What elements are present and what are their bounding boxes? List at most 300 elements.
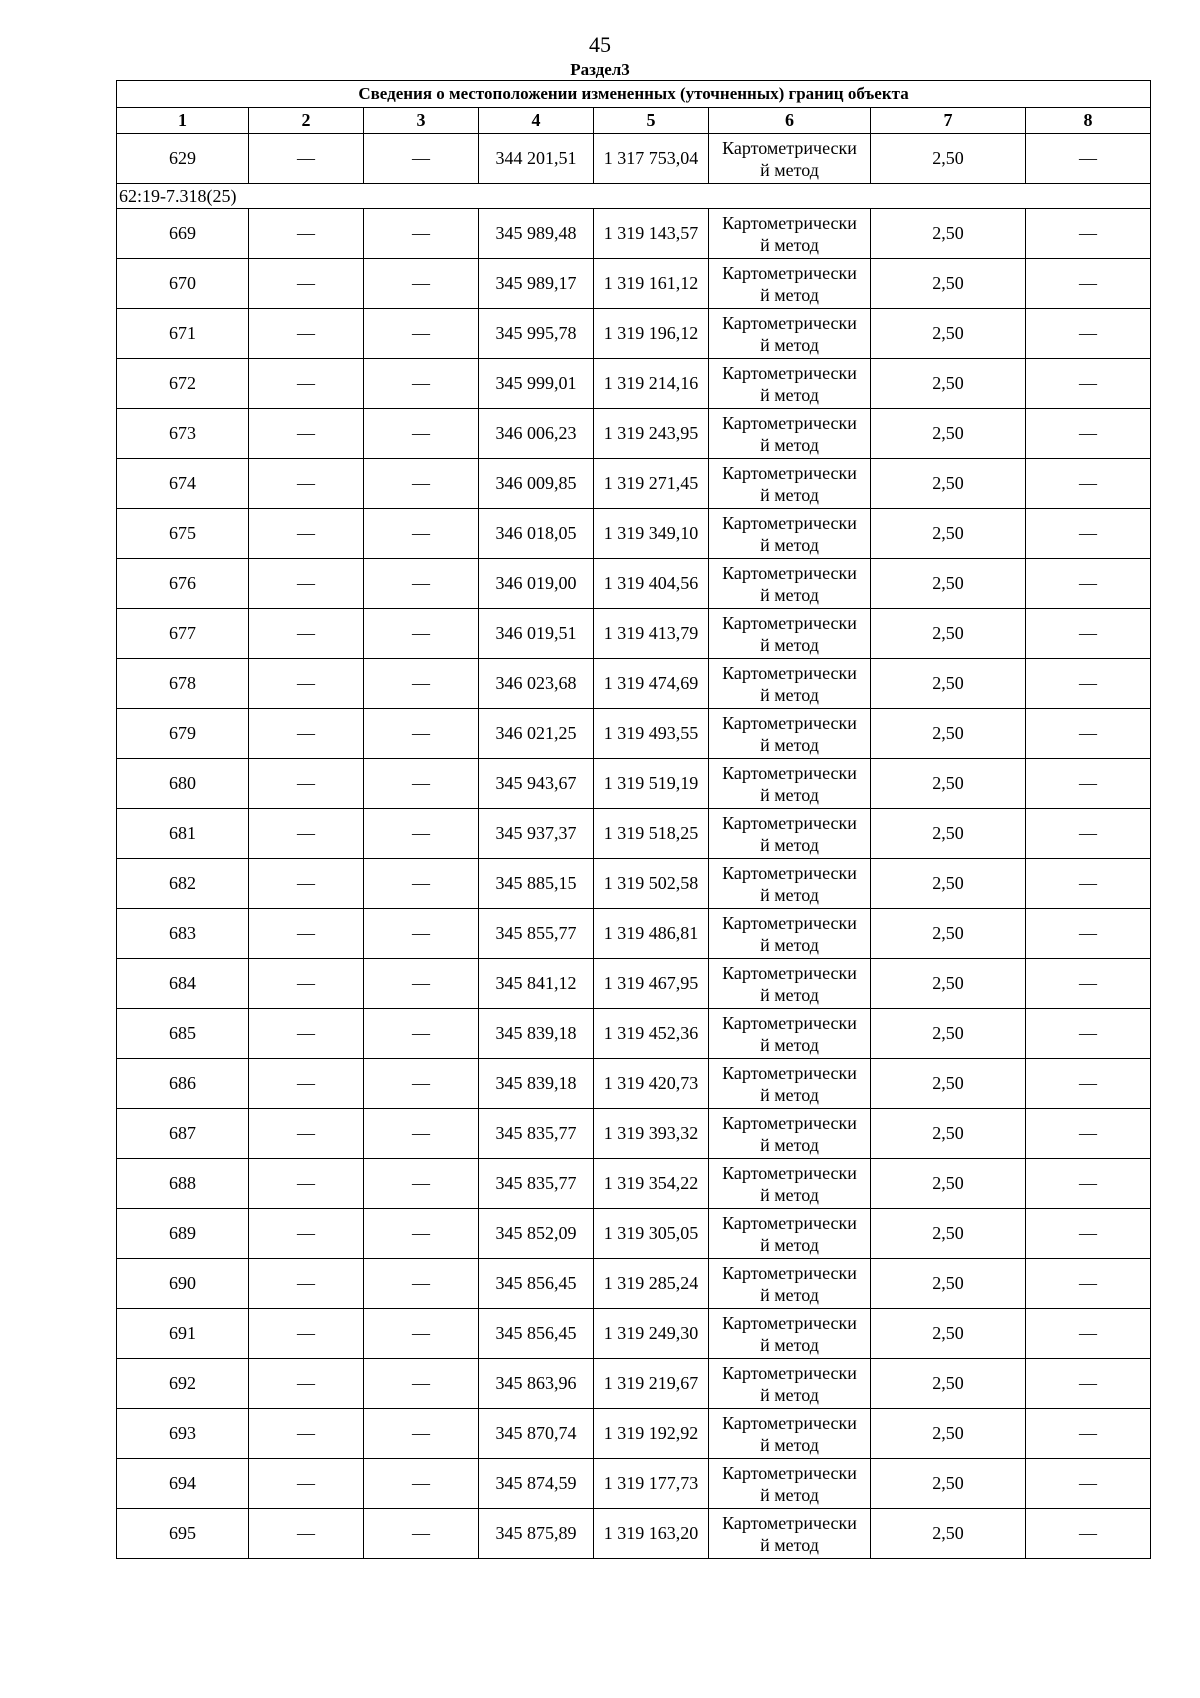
method-text-line-1: Картометрически: [722, 312, 857, 333]
method-text-line-1: Картометрически: [722, 412, 857, 433]
column-8-cell: —: [1026, 1109, 1151, 1159]
point-number-cell: 693: [117, 1409, 249, 1459]
y-coordinate-cell: 1 319 243,95: [594, 409, 709, 459]
point-number-cell: 692: [117, 1359, 249, 1409]
column-2-cell: —: [249, 1509, 364, 1559]
column-3-cell: —: [364, 359, 479, 409]
column-2-cell: —: [249, 1309, 364, 1359]
method-text-line-2: й метод: [760, 1234, 819, 1255]
y-coordinate-cell: 1 319 143,57: [594, 209, 709, 259]
point-number-cell: 674: [117, 459, 249, 509]
method-text-line-2: й метод: [760, 1134, 819, 1155]
column-header: 8: [1026, 108, 1151, 134]
column-3-cell: —: [364, 1209, 479, 1259]
point-number-cell: 672: [117, 359, 249, 409]
x-coordinate-cell: 345 874,59: [479, 1459, 594, 1509]
column-2-cell: —: [249, 559, 364, 609]
method-text-line-1: Картометрически: [722, 1512, 857, 1533]
accuracy-cell: 2,50: [871, 1209, 1026, 1259]
method-text-line-1: Картометрически: [722, 212, 857, 233]
column-2-cell: —: [249, 134, 364, 184]
y-coordinate-cell: 1 319 349,10: [594, 509, 709, 559]
point-number-cell: 677: [117, 609, 249, 659]
method-text-line-1: Картометрически: [722, 362, 857, 383]
y-coordinate-cell: 1 319 467,95: [594, 959, 709, 1009]
x-coordinate-cell: 345 943,67: [479, 759, 594, 809]
method-cell: [709, 609, 871, 659]
method-cell: [709, 659, 871, 709]
accuracy-cell: 2,50: [871, 1259, 1026, 1309]
x-coordinate-cell: 346 019,51: [479, 609, 594, 659]
column-8-cell: —: [1026, 759, 1151, 809]
method-cell: [709, 909, 871, 959]
column-3-cell: —: [364, 1009, 479, 1059]
column-3-cell: —: [364, 1409, 479, 1459]
column-2-cell: —: [249, 409, 364, 459]
method-cell: [709, 1159, 871, 1209]
point-number-cell: 679: [117, 709, 249, 759]
column-8-cell: —: [1026, 1359, 1151, 1409]
method-text-line-1: Картометрически: [722, 262, 857, 283]
column-8-cell: —: [1026, 859, 1151, 909]
table-row: [117, 759, 1151, 809]
y-coordinate-cell: 1 319 474,69: [594, 659, 709, 709]
method-text-line-2: й метод: [760, 334, 819, 355]
column-8-cell: —: [1026, 959, 1151, 1009]
table-row: [117, 1359, 1151, 1409]
accuracy-cell: 2,50: [871, 1359, 1026, 1409]
table-row: [117, 559, 1151, 609]
column-2-cell: —: [249, 959, 364, 1009]
column-2-cell: —: [249, 1159, 364, 1209]
column-header: 4: [479, 108, 594, 134]
method-text-line-1: Картометрически: [722, 962, 857, 983]
y-coordinate-cell: 1 319 192,92: [594, 1409, 709, 1459]
point-number-cell: 676: [117, 559, 249, 609]
point-number-cell: 670: [117, 259, 249, 309]
table-row: [117, 959, 1151, 1009]
y-coordinate-cell: 1 319 519,19: [594, 759, 709, 809]
method-cell: [709, 459, 871, 509]
method-text-line-1: Картометрически: [722, 612, 857, 633]
point-number-cell: 684: [117, 959, 249, 1009]
column-3-cell: —: [364, 1509, 479, 1559]
column-8-cell: —: [1026, 709, 1151, 759]
point-number-cell: 681: [117, 809, 249, 859]
column-3-cell: —: [364, 859, 479, 909]
column-8-cell: —: [1026, 309, 1151, 359]
column-header: 2: [249, 108, 364, 134]
table-row: [117, 809, 1151, 859]
accuracy-cell: 2,50: [871, 909, 1026, 959]
column-3-cell: —: [364, 309, 479, 359]
column-2-cell: —: [249, 209, 364, 259]
method-cell: [709, 809, 871, 859]
column-8-cell: —: [1026, 509, 1151, 559]
y-coordinate-cell: 1 319 196,12: [594, 309, 709, 359]
method-text-line-2: й метод: [760, 934, 819, 955]
column-8-cell: —: [1026, 659, 1151, 709]
table-row: [117, 1459, 1151, 1509]
method-cell: [709, 1509, 871, 1559]
x-coordinate-cell: 345 839,18: [479, 1009, 594, 1059]
accuracy-cell: 2,50: [871, 409, 1026, 459]
point-number-cell: 683: [117, 909, 249, 959]
method-text-line-1: Картометрически: [722, 1012, 857, 1033]
accuracy-cell: 2,50: [871, 459, 1026, 509]
table-header-row: [117, 108, 1151, 134]
method-cell: [709, 959, 871, 1009]
column-2-cell: —: [249, 1109, 364, 1159]
accuracy-cell: 2,50: [871, 709, 1026, 759]
column-header: 1: [117, 108, 249, 134]
x-coordinate-cell: 346 018,05: [479, 509, 594, 559]
coordinates-table: [116, 80, 1151, 1559]
method-text-line-1: Картометрически: [722, 137, 857, 158]
column-2-cell: —: [249, 1459, 364, 1509]
column-3-cell: —: [364, 959, 479, 1009]
method-cell: [709, 409, 871, 459]
column-8-cell: —: [1026, 459, 1151, 509]
x-coordinate-cell: 346 023,68: [479, 659, 594, 709]
column-2-cell: —: [249, 1009, 364, 1059]
column-3-cell: —: [364, 909, 479, 959]
table-row: [117, 1259, 1151, 1309]
column-2-cell: —: [249, 1359, 364, 1409]
method-cell: [709, 309, 871, 359]
x-coordinate-cell: 346 009,85: [479, 459, 594, 509]
x-coordinate-cell: 344 201,51: [479, 134, 594, 184]
column-3-cell: —: [364, 709, 479, 759]
x-coordinate-cell: 345 999,01: [479, 359, 594, 409]
column-2-cell: —: [249, 459, 364, 509]
x-coordinate-cell: 345 856,45: [479, 1259, 594, 1309]
table-row: [117, 259, 1151, 309]
column-3-cell: —: [364, 459, 479, 509]
method-text-line-1: Картометрически: [722, 1062, 857, 1083]
x-coordinate-cell: 345 839,18: [479, 1059, 594, 1109]
method-text-line-1: Картометрически: [722, 562, 857, 583]
point-number-cell: 694: [117, 1459, 249, 1509]
table-row: [117, 1009, 1151, 1059]
method-text-line-2: й метод: [760, 1434, 819, 1455]
table-row: [117, 409, 1151, 459]
method-text-line-2: й метод: [760, 1184, 819, 1205]
accuracy-cell: 2,50: [871, 259, 1026, 309]
y-coordinate-cell: 1 319 177,73: [594, 1459, 709, 1509]
column-2-cell: —: [249, 659, 364, 709]
table-row: [117, 1159, 1151, 1209]
method-text-line-1: Картометрически: [722, 862, 857, 883]
method-text-line-2: й метод: [760, 434, 819, 455]
column-2-cell: —: [249, 309, 364, 359]
method-cell: [709, 359, 871, 409]
table-row: [117, 459, 1151, 509]
method-cell: [709, 209, 871, 259]
method-text-line-2: й метод: [760, 284, 819, 305]
x-coordinate-cell: 345 835,77: [479, 1159, 594, 1209]
accuracy-cell: 2,50: [871, 509, 1026, 559]
accuracy-cell: 2,50: [871, 859, 1026, 909]
method-text-line-1: Картометрически: [722, 1362, 857, 1383]
point-number-cell: 689: [117, 1209, 249, 1259]
column-3-cell: —: [364, 659, 479, 709]
column-8-cell: —: [1026, 1209, 1151, 1259]
point-number-cell: 675: [117, 509, 249, 559]
x-coordinate-cell: 345 989,17: [479, 259, 594, 309]
method-cell: [709, 709, 871, 759]
table-row: [117, 1109, 1151, 1159]
column-header: 3: [364, 108, 479, 134]
method-cell: [709, 759, 871, 809]
column-8-cell: —: [1026, 409, 1151, 459]
column-8-cell: —: [1026, 809, 1151, 859]
page-number: 45: [589, 32, 611, 57]
accuracy-cell: 2,50: [871, 759, 1026, 809]
y-coordinate-cell: 1 319 518,25: [594, 809, 709, 859]
x-coordinate-cell: 345 841,12: [479, 959, 594, 1009]
method-text-line-2: й метод: [760, 584, 819, 605]
y-coordinate-cell: 1 319 452,36: [594, 1009, 709, 1059]
method-text-line-2: й метод: [760, 684, 819, 705]
method-cell: [709, 559, 871, 609]
x-coordinate-cell: 345 870,74: [479, 1409, 594, 1459]
column-2-cell: —: [249, 809, 364, 859]
method-cell: [709, 1359, 871, 1409]
method-text-line-1: Картометрически: [722, 912, 857, 933]
y-coordinate-cell: 1 317 753,04: [594, 134, 709, 184]
column-8-cell: —: [1026, 1509, 1151, 1559]
column-3-cell: —: [364, 1309, 479, 1359]
method-text-line-2: й метод: [760, 834, 819, 855]
accuracy-cell: 2,50: [871, 209, 1026, 259]
table-row: [117, 609, 1151, 659]
x-coordinate-cell: 345 885,15: [479, 859, 594, 909]
column-2-cell: —: [249, 259, 364, 309]
column-3-cell: —: [364, 209, 479, 259]
x-coordinate-cell: 345 856,45: [479, 1309, 594, 1359]
column-8-cell: —: [1026, 1409, 1151, 1459]
method-text-line-2: й метод: [760, 484, 819, 505]
table-caption-row: [117, 81, 1151, 108]
table-row: [117, 209, 1151, 259]
accuracy-cell: 2,50: [871, 559, 1026, 609]
column-3-cell: —: [364, 1059, 479, 1109]
point-number-cell: 682: [117, 859, 249, 909]
column-3-cell: —: [364, 1109, 479, 1159]
column-2-cell: —: [249, 1209, 364, 1259]
accuracy-cell: 2,50: [871, 1109, 1026, 1159]
column-8-cell: —: [1026, 259, 1151, 309]
column-8-cell: —: [1026, 909, 1151, 959]
column-2-cell: —: [249, 359, 364, 409]
accuracy-cell: 2,50: [871, 309, 1026, 359]
accuracy-cell: 2,50: [871, 809, 1026, 859]
table-row: [117, 1409, 1151, 1459]
method-text-line-1: Картометрически: [722, 1462, 857, 1483]
method-cell: [709, 1459, 871, 1509]
y-coordinate-cell: 1 319 305,05: [594, 1209, 709, 1259]
column-2-cell: —: [249, 1059, 364, 1109]
column-3-cell: —: [364, 1459, 479, 1509]
method-cell: [709, 134, 871, 184]
x-coordinate-cell: 345 937,37: [479, 809, 594, 859]
method-text-line-1: Картометрически: [722, 512, 857, 533]
y-coordinate-cell: 1 319 285,24: [594, 1259, 709, 1309]
column-8-cell: —: [1026, 1009, 1151, 1059]
table-row: [117, 859, 1151, 909]
column-8-cell: —: [1026, 134, 1151, 184]
column-2-cell: —: [249, 1259, 364, 1309]
table-row: [117, 134, 1151, 184]
column-3-cell: —: [364, 409, 479, 459]
x-coordinate-cell: 345 989,48: [479, 209, 594, 259]
x-coordinate-cell: 345 863,96: [479, 1359, 594, 1409]
column-3-cell: —: [364, 559, 479, 609]
column-2-cell: —: [249, 709, 364, 759]
table-row: [117, 309, 1151, 359]
method-text-line-2: й метод: [760, 884, 819, 905]
method-text-line-2: й метод: [760, 1384, 819, 1405]
column-8-cell: —: [1026, 1059, 1151, 1109]
y-coordinate-cell: 1 319 249,30: [594, 1309, 709, 1359]
column-3-cell: —: [364, 759, 479, 809]
table-row: [117, 1209, 1151, 1259]
accuracy-cell: 2,50: [871, 134, 1026, 184]
method-text-line-1: Картометрически: [722, 762, 857, 783]
method-text-line-1: Картометрически: [722, 462, 857, 483]
table-row: [117, 909, 1151, 959]
column-2-cell: —: [249, 1409, 364, 1459]
column-3-cell: —: [364, 1359, 479, 1409]
method-text-line-2: й метод: [760, 784, 819, 805]
column-3-cell: —: [364, 609, 479, 659]
group-row: [117, 184, 1151, 209]
method-cell: [709, 1309, 871, 1359]
y-coordinate-cell: 1 319 271,45: [594, 459, 709, 509]
accuracy-cell: 2,50: [871, 1409, 1026, 1459]
column-2-cell: —: [249, 759, 364, 809]
method-cell: [709, 1059, 871, 1109]
x-coordinate-cell: 345 875,89: [479, 1509, 594, 1559]
y-coordinate-cell: 1 319 354,22: [594, 1159, 709, 1209]
x-coordinate-cell: 345 852,09: [479, 1209, 594, 1259]
accuracy-cell: 2,50: [871, 1009, 1026, 1059]
method-text-line-2: й метод: [760, 534, 819, 555]
accuracy-cell: 2,50: [871, 609, 1026, 659]
y-coordinate-cell: 1 319 393,32: [594, 1109, 709, 1159]
column-8-cell: —: [1026, 559, 1151, 609]
method-text-line-2: й метод: [760, 384, 819, 405]
section-title: Раздел3: [570, 60, 630, 79]
table-caption: Сведения о местоположении измененных (уточненных) границ объекта: [117, 81, 1151, 108]
column-3-cell: —: [364, 1259, 479, 1309]
method-text-line-2: й метод: [760, 734, 819, 755]
column-2-cell: —: [249, 859, 364, 909]
method-text-line-1: Картометрически: [722, 1312, 857, 1333]
point-number-cell: 629: [117, 134, 249, 184]
x-coordinate-cell: 345 855,77: [479, 909, 594, 959]
method-text-line-2: й метод: [760, 159, 819, 180]
point-number-cell: 669: [117, 209, 249, 259]
column-3-cell: —: [364, 809, 479, 859]
method-text-line-2: й метод: [760, 1484, 819, 1505]
point-number-cell: 673: [117, 409, 249, 459]
point-number-cell: 688: [117, 1159, 249, 1209]
table-row: [117, 509, 1151, 559]
y-coordinate-cell: 1 319 161,12: [594, 259, 709, 309]
column-8-cell: —: [1026, 609, 1151, 659]
column-header: 7: [871, 108, 1026, 134]
method-cell: [709, 1409, 871, 1459]
accuracy-cell: 2,50: [871, 1459, 1026, 1509]
column-8-cell: —: [1026, 1259, 1151, 1309]
method-text-line-2: й метод: [760, 634, 819, 655]
y-coordinate-cell: 1 319 163,20: [594, 1509, 709, 1559]
group-label: 62:19-7.318(25): [117, 184, 1151, 209]
method-text-line-1: Картометрически: [722, 1212, 857, 1233]
point-number-cell: 687: [117, 1109, 249, 1159]
column-2-cell: —: [249, 609, 364, 659]
method-text-line-1: Картометрически: [722, 812, 857, 833]
method-cell: [709, 1209, 871, 1259]
method-cell: [709, 1009, 871, 1059]
method-text-line-2: й метод: [760, 1284, 819, 1305]
accuracy-cell: 2,50: [871, 959, 1026, 1009]
y-coordinate-cell: 1 319 420,73: [594, 1059, 709, 1109]
method-cell: [709, 1259, 871, 1309]
method-cell: [709, 1109, 871, 1159]
point-number-cell: 671: [117, 309, 249, 359]
table-row: [117, 1059, 1151, 1109]
method-text-line-2: й метод: [760, 1334, 819, 1355]
point-number-cell: 695: [117, 1509, 249, 1559]
column-3-cell: —: [364, 1159, 479, 1209]
x-coordinate-cell: 346 006,23: [479, 409, 594, 459]
method-cell: [709, 859, 871, 909]
x-coordinate-cell: 346 019,00: [479, 559, 594, 609]
y-coordinate-cell: 1 319 219,67: [594, 1359, 709, 1409]
column-8-cell: —: [1026, 359, 1151, 409]
x-coordinate-cell: 346 021,25: [479, 709, 594, 759]
accuracy-cell: 2,50: [871, 359, 1026, 409]
y-coordinate-cell: 1 319 486,81: [594, 909, 709, 959]
point-number-cell: 691: [117, 1309, 249, 1359]
y-coordinate-cell: 1 319 214,16: [594, 359, 709, 409]
point-number-cell: 680: [117, 759, 249, 809]
accuracy-cell: 2,50: [871, 1159, 1026, 1209]
point-number-cell: 685: [117, 1009, 249, 1059]
y-coordinate-cell: 1 319 493,55: [594, 709, 709, 759]
accuracy-cell: 2,50: [871, 659, 1026, 709]
column-8-cell: —: [1026, 1309, 1151, 1359]
accuracy-cell: 2,50: [871, 1059, 1026, 1109]
method-text-line-2: й метод: [760, 1534, 819, 1555]
method-text-line-1: Картометрически: [722, 1112, 857, 1133]
table-row: [117, 1509, 1151, 1559]
method-text-line-1: Картометрически: [722, 1262, 857, 1283]
table-row: [117, 359, 1151, 409]
column-2-cell: —: [249, 509, 364, 559]
column-header: 5: [594, 108, 709, 134]
column-8-cell: —: [1026, 209, 1151, 259]
point-number-cell: 690: [117, 1259, 249, 1309]
column-header: 6: [709, 108, 871, 134]
method-text-line-1: Картометрически: [722, 712, 857, 733]
column-3-cell: —: [364, 259, 479, 309]
accuracy-cell: 2,50: [871, 1509, 1026, 1559]
column-3-cell: —: [364, 509, 479, 559]
